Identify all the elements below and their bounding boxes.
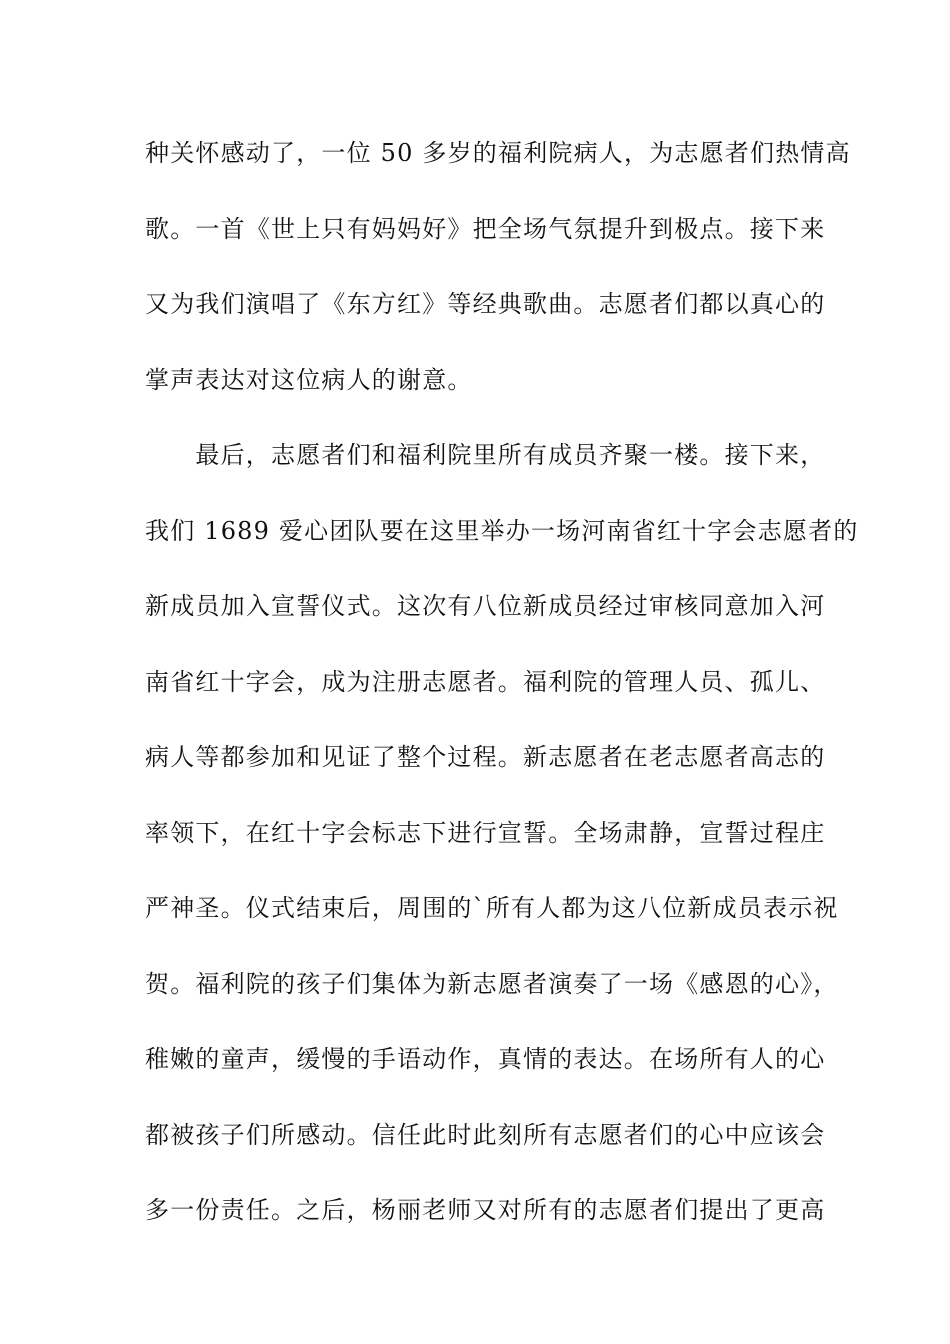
text-line: 稚嫩的童声，缓慢的手语动作，真情的表达。在场所有人的心	[145, 1045, 826, 1073]
text-line: 最后，志愿者们和福利院里所有成员齐聚一楼。接下来，	[145, 441, 826, 469]
text-line: 种关怀感动了，一位 50 多岁的福利院病人，为志愿者们热情高	[145, 139, 851, 167]
text-line: 南省红十字会，成为注册志愿者。福利院的管理人员、孤儿、	[145, 667, 826, 696]
text-line: 病人等都参加和见证了整个过程。新志愿者在老志愿者高志的	[145, 743, 826, 771]
text-line: 新成员加入宣誓仪式。这次有八位新成员经过审核同意加入河	[145, 592, 826, 620]
text-line: 严神圣。仪式结束后，周围的`所有人都为这八位新成员表示祝	[145, 894, 839, 922]
text-line: 贺。福利院的孩子们集体为新志愿者演奏了一场《感恩的心》，	[145, 969, 839, 998]
text-line: 歌。一首《世上只有妈妈好》把全场气氛提升到极点。接下来	[145, 214, 826, 243]
text-line: 又为我们演唱了《东方红》等经典歌曲。志愿者们都以真心的	[145, 290, 826, 318]
text-line: 我们 1689 爱心团队要在这里举办一场河南省红十字会志愿者的	[145, 516, 859, 545]
body-text	[145, 126, 859, 1259]
text-line: 掌声表达对这位病人的谢意。	[145, 365, 473, 394]
text-line: 都被孩子们所感动。信任此时此刻所有志愿者们的心中应该会	[145, 1120, 826, 1149]
text-line: 多一份责任。之后，杨丽老师又对所有的志愿者们提出了更高	[145, 1196, 826, 1224]
text-line: 率领下，在红十字会标志下进行宣誓。全场肃静，宣誓过程庄	[145, 818, 826, 847]
